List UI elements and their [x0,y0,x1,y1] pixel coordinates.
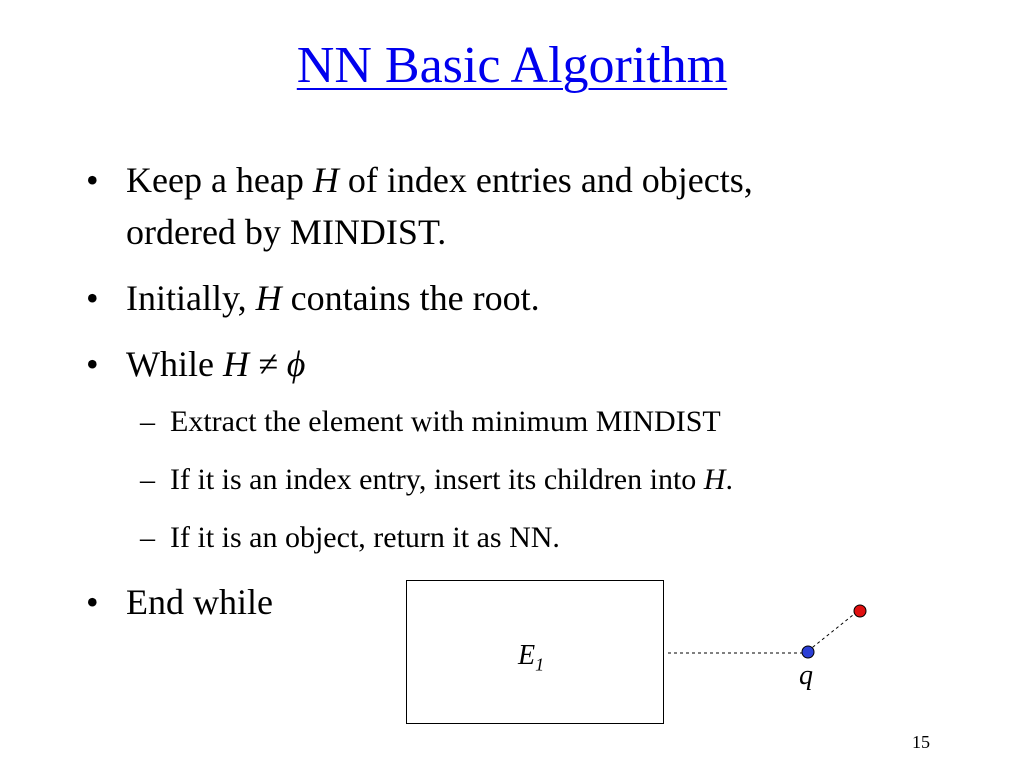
bullet-text: ordered by MINDIST. [126,212,447,252]
bullet-text: of index entries and objects, [338,160,753,200]
heap-symbol: H [703,463,726,496]
bullet-text: Initially, [126,278,256,318]
distance-line [808,611,858,651]
bullet-text: End while [126,582,273,622]
box-label-subscript: 1 [535,654,545,675]
object-point [854,605,866,617]
sub-text: Extract the element with minimum MINDIST [170,405,721,438]
heap-symbol: H [312,160,339,200]
bullet-text: contains the root. [281,278,540,318]
bullet-marker: • [86,278,99,318]
bullet-text: While [126,344,223,384]
sub-text: . [725,463,733,496]
bullet-marker: • [86,160,99,200]
query-label: q [799,660,813,691]
query-point [802,646,814,658]
heap-symbol: H [255,278,282,318]
box-label-main: E [518,640,536,671]
sub-text: If it is an index entry, insert its children into [170,463,704,496]
slide-title: NN Basic Algorithm [296,37,728,94]
sub-marker: – [140,463,155,496]
bullet-marker: • [86,344,99,384]
page-number: 15 [912,732,930,752]
while-condition: H ≠ ϕ [222,344,306,384]
sub-marker: – [140,521,155,554]
bullet-marker: • [86,582,99,622]
sub-marker: – [140,405,155,438]
sub-text: If it is an object, return it as NN. [170,521,560,554]
bullet-text: Keep a heap [126,160,313,200]
